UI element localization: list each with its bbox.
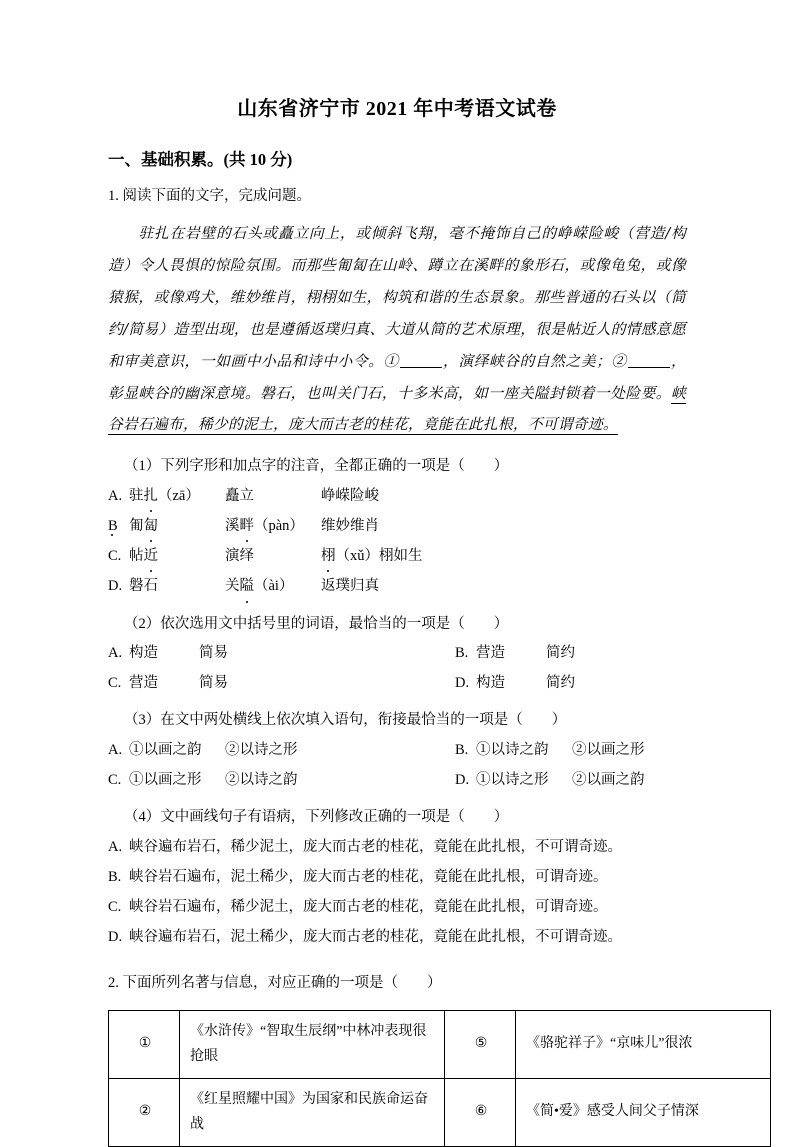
option-label: A. (108, 487, 123, 504)
option-text (129, 515, 225, 538)
option-text-post: （zā） (158, 487, 200, 504)
option-item[interactable] (108, 769, 455, 792)
passage-part-2: ，演绎峡谷的自然之美；② (442, 352, 627, 370)
option-dotted-char: 栩 (321, 545, 336, 568)
option-row[interactable] (108, 575, 686, 598)
option-text: ①以画之形 (129, 772, 202, 789)
option-text: 营造 (129, 675, 158, 692)
table-cell-description: 《水浒传》“智取生辰纲”中林冲表现很抢眼 (180, 1011, 445, 1079)
option-label: B (108, 518, 118, 535)
option-label: A. (108, 741, 123, 758)
option-row[interactable] (108, 642, 686, 665)
table-cell-index: ⑤ (445, 1011, 516, 1079)
option-text: ②以画之形 (572, 741, 645, 758)
option-dotted-char: 近 (144, 545, 159, 568)
table-row (109, 1079, 771, 1147)
passage-part-3: ，彰显峡谷的幽深意境。磐石，也叫关门石，十多米高，如一座关隘封锁着一处险要。 (108, 352, 686, 402)
option-text: 峡谷岩石遍布，稀少泥土，庞大而古老的桂花，竟能在此扎根，可谓奇迹。 (129, 899, 608, 916)
option-text: 营造 (476, 645, 505, 662)
option-text: 构造 (129, 645, 158, 662)
option-item[interactable] (108, 642, 455, 665)
option-text: ②以画之韵 (572, 772, 645, 789)
option-row[interactable] (108, 866, 686, 889)
option-dotted-char: 匐 (144, 515, 159, 538)
option-text: 峡谷遍布岩石，稀少泥土，庞大而古老的桂花，竟能在此扎根，不可谓奇迹。 (129, 838, 622, 855)
option-text: 演绎 (225, 548, 254, 565)
option-text-post: （pàn） (254, 518, 304, 535)
option-label: C. (108, 899, 122, 916)
option-text: 简易 (199, 675, 228, 692)
option-row[interactable] (108, 739, 686, 762)
option-text (129, 545, 225, 568)
option-text-pre: 关 (225, 578, 240, 595)
option-label: D. (108, 578, 123, 595)
option-dotted-char: 扎 (144, 485, 159, 508)
passage-underlined-sentence: 峡谷岩石遍布，稀少的泥土，庞大而古老的桂花，竟能在此扎根，不可谓奇迹。 (108, 384, 686, 434)
option-row[interactable] (108, 769, 686, 792)
question-1-3-stem: （3）在文中两处横线上依次填入语句，衔接最恰当的一项是（ ） (124, 712, 567, 729)
option-label: A. (108, 838, 123, 855)
table-cell-index: ① (109, 1011, 180, 1079)
option-label: D. (455, 675, 470, 692)
option-text: 简约 (546, 645, 575, 662)
passage-blank-2 (628, 367, 670, 368)
option-text: 峡谷岩石遍布，泥土稀少，庞大而古老的桂花，竟能在此扎根，可谓奇迹。 (129, 868, 608, 885)
question-1-1-stem: （1）下列字形和加点字的注音，全都正确的一项是（ ） (124, 458, 509, 475)
option-item[interactable] (455, 739, 645, 762)
option-item[interactable] (108, 739, 455, 762)
option-text-post: （xǔ）栩如生 (335, 548, 423, 565)
option-text: ②以诗之韵 (225, 772, 298, 789)
option-row[interactable] (108, 896, 686, 919)
option-item[interactable] (455, 642, 575, 665)
option-text-post: 石 (143, 578, 158, 595)
option-text: 返璞归真 (321, 578, 379, 595)
reading-passage (108, 218, 686, 442)
option-text-post: （ài） (254, 578, 294, 595)
option-label: B. (108, 868, 122, 885)
option-text-pre: 帖 (129, 548, 144, 565)
option-row[interactable] (108, 485, 686, 508)
option-dotted-char: 畔 (240, 515, 255, 538)
book-info-table (108, 1010, 771, 1147)
option-label: A. (108, 645, 123, 662)
passage-blank-1 (400, 367, 442, 368)
table-cell-description: 《骆驼祥子》“京味儿”很浓 (516, 1011, 771, 1079)
option-text-pre: 溪 (225, 518, 240, 535)
option-text: 简易 (199, 645, 228, 662)
option-text (225, 515, 321, 538)
option-text (129, 485, 225, 508)
option-label: D. (455, 772, 470, 789)
section-heading: 一、基础积累。(共 10 分) (108, 150, 293, 169)
table-cell-description: 《红星照耀中国》为国家和民族命运奋战 (180, 1079, 445, 1147)
page-title: 山东省济宁市 2021 年中考语文试卷 (237, 98, 557, 120)
option-text: 峡谷遍布岩石，泥土稀少，庞大而古老的桂花，竟能在此扎根，不可谓奇迹。 (129, 929, 622, 946)
option-row[interactable] (108, 836, 686, 859)
option-text-pre: 驻 (129, 487, 144, 504)
option-item[interactable] (455, 769, 645, 792)
option-text: 简约 (546, 675, 575, 692)
option-text-pre: 匍 (129, 518, 144, 535)
passage-part-1: 驻扎在岩壁的石头或矗立向上，或倾斜飞翔，毫不掩饰自己的峥嵘险峻（营造/构造）令人畏惧的惊险氛围。而那些匍匐在山岭、蹲立在溪畔的象形石，或像龟兔，或像猿猴，或像鸡犬，维妙维肖，栩栩如生，构筑和谐的生态景象。那些普通的石头以（简约/简易）造型出现，也是遵循返璞归真、大道从简的艺术原理，很是帖近人的情感意愿和审美意识，一如画中小品和诗中小令。① (108, 224, 686, 370)
option-dotted-char: 隘 (240, 575, 255, 598)
option-label: C. (108, 772, 122, 789)
option-label: C. (108, 675, 122, 692)
table-cell-index: ⑥ (445, 1079, 516, 1147)
option-row[interactable] (108, 672, 686, 695)
question-1-stem: 1. 阅读下面的文字，完成问题。 (108, 188, 311, 205)
option-text: ②以诗之形 (225, 741, 298, 758)
option-item[interactable] (108, 672, 455, 695)
option-text: 构造 (476, 675, 505, 692)
table-cell-description: 《简•爱》感受人间父子情深 (516, 1079, 771, 1147)
option-item[interactable] (455, 672, 575, 695)
option-text (321, 545, 423, 568)
option-text: ①以诗之形 (476, 772, 549, 789)
option-label: B. (455, 741, 469, 758)
question-2-stem: 2. 下面所列名著与信息，对应正确的一项是（ ） (108, 974, 442, 991)
option-row[interactable] (108, 515, 686, 538)
option-text (129, 575, 225, 598)
option-row[interactable] (108, 545, 686, 568)
option-text: ①以画之韵 (129, 741, 202, 758)
page-content (108, 0, 699, 1147)
table-row (109, 1011, 771, 1079)
question-1-4-stem: （4）文中画线句子有语病，下列修改正确的一项是（ ） (124, 809, 509, 826)
option-row[interactable] (108, 926, 686, 949)
option-text (225, 575, 321, 598)
option-label: C. (108, 548, 122, 565)
option-text: 维妙维肖 (321, 518, 379, 535)
table-cell-index: ② (109, 1079, 180, 1147)
option-text: 峥嵘险峻 (321, 487, 379, 504)
option-text: 矗立 (225, 487, 254, 504)
option-text-pre: 磐 (129, 578, 144, 595)
question-1-2-stem: （2）依次选用文中括号里的词语，最恰当的一项是（ ） (124, 615, 509, 632)
option-label: D. (108, 929, 123, 946)
option-label: B. (455, 645, 469, 662)
option-text: ①以诗之韵 (476, 741, 549, 758)
